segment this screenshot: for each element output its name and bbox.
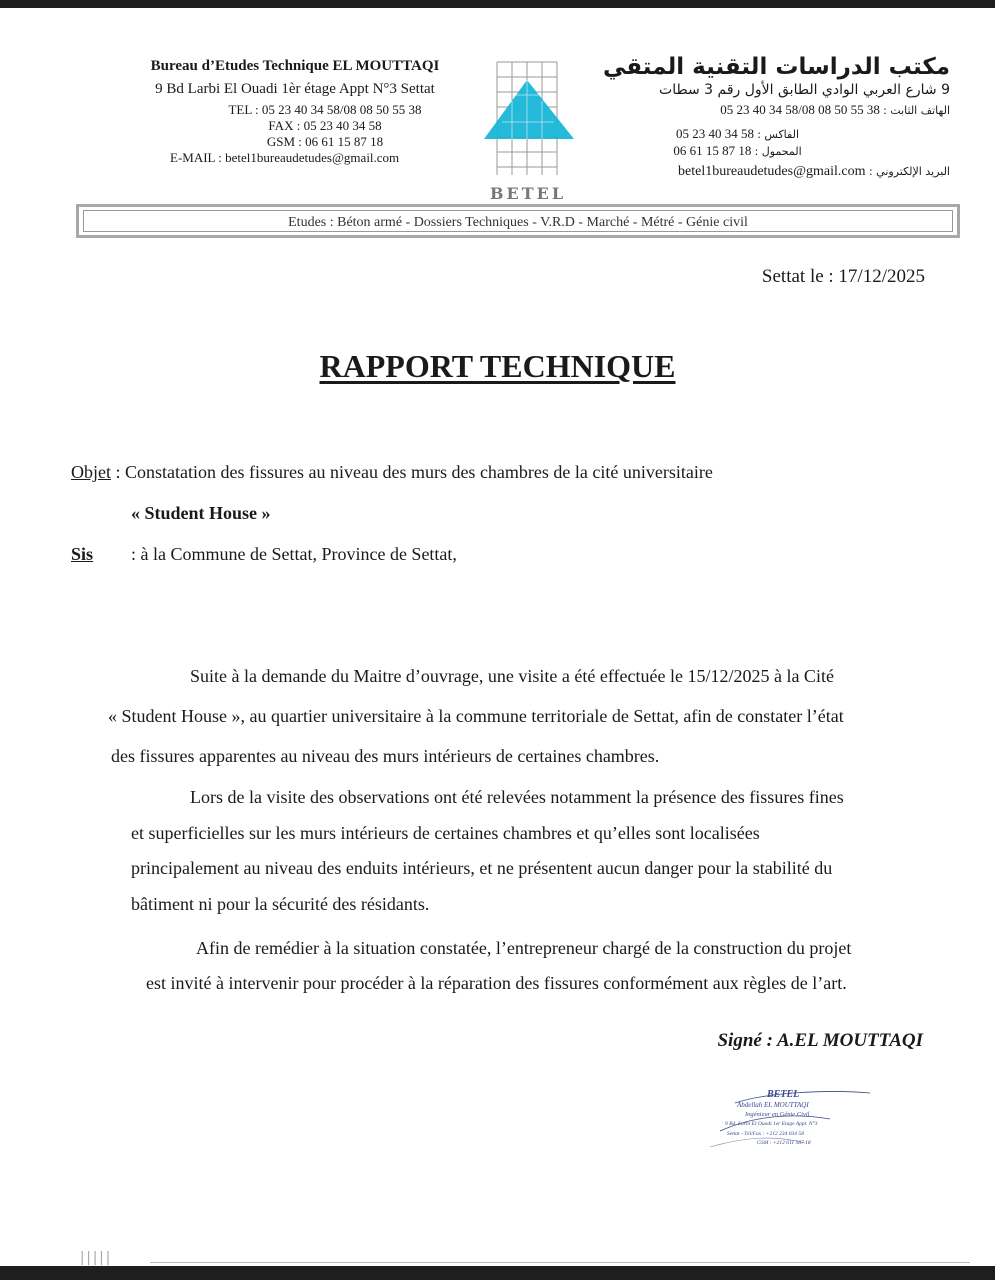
- stamp-name: Abdellah EL MOUTTAQI: [737, 1101, 809, 1109]
- body-line: Suite à la demande du Maitre d’ouvrage, une visite a été effectuée le 15/12/2025 à la Cité: [190, 666, 834, 686]
- tel-fr: TEL : 05 23 40 34 58/08 08 50 55 38: [228, 102, 422, 117]
- body-line: et superficielles sur les murs intérieurs de certaines chambres et qu’elles sont localisées: [131, 823, 760, 843]
- gsm-fr: GSM : 06 61 15 87 18: [266, 134, 384, 149]
- header-french: [100, 58, 490, 166]
- header-arabic: [555, 54, 950, 180]
- stamp-tel: Settat - Tél/Fax : +212 234 034 58: [727, 1131, 804, 1137]
- gsm-value-ar: 06 61 15 87 18: [673, 143, 752, 158]
- objet-site-name: « Student House »: [131, 503, 271, 523]
- tel-value-ar: 05 23 40 34 58/08 08 50 55 38: [720, 102, 880, 117]
- bottom-rule: [150, 1262, 970, 1263]
- stamp-address: 9 Bd. Larbi El Ouadi 1er Etage Appt. N°3: [725, 1121, 818, 1127]
- objet-text: : Constatation des fissures au niveau des murs des chambres de la cité universitaire: [111, 462, 713, 482]
- scan-artifact: |||||: [78, 1250, 111, 1266]
- objet-line: [71, 462, 713, 483]
- gsm-ar: [555, 143, 920, 160]
- address-fr: 9 Bd Larbi El Ouadi 1èr étage Appt N°3 Settat: [155, 81, 435, 97]
- body-line: principalement au niveau des enduits intérieurs, et ne présentent aucun danger pour la stabilité du: [131, 858, 833, 878]
- company-name-fr: Bureau d’Etudes Technique EL MOUTTAQI: [150, 58, 440, 74]
- body-line: bâtiment ni pour la sécurité des résidants.: [131, 894, 430, 914]
- email-ar: [555, 164, 950, 180]
- top-edge: [0, 0, 995, 8]
- signature-line: Signé : A.EL MOUTTAQI: [717, 1030, 923, 1051]
- fax-value-ar: 05 23 40 34 58: [675, 126, 754, 141]
- sis-text: : à la Commune de Settat, Province de Settat,: [131, 544, 457, 564]
- tel-ar: [555, 102, 950, 118]
- objet-label: Objet: [71, 462, 111, 482]
- gsm-label-ar: المحمول :: [754, 145, 802, 158]
- email-label-ar: البريد الإلكتروني :: [868, 165, 950, 178]
- logo-name: BETEL: [490, 184, 567, 203]
- body-line: est invité à intervenir pour procéder à la réparation des fissures conformément aux règles de l’art.: [146, 973, 847, 993]
- body-line: Afin de remédier à la situation constatée, l’entrepreneur chargé de la construction du projet: [196, 938, 852, 958]
- fax-label-ar: الفاكس :: [757, 128, 800, 141]
- report-date: Settat le : 17/12/2025: [761, 266, 925, 287]
- address-ar: 9 شارع العربي الوادي الطابق الأول رقم 3 سطات: [659, 82, 950, 98]
- body-line: des fissures apparentes au niveau des murs intérieurs de certaines chambres.: [111, 746, 660, 766]
- sis-label: Sis: [71, 544, 94, 564]
- company-stamp: [705, 1085, 885, 1160]
- company-name-ar: مكتب الدراسات التقنية المتقي: [602, 54, 950, 80]
- fax-ar: [555, 126, 920, 143]
- stamp-brand: BETEL: [767, 1089, 800, 1100]
- fax-fr: FAX : 05 23 40 34 58: [268, 118, 382, 133]
- activities-band: [76, 204, 960, 238]
- activities-text: Etudes : Béton armé - Dossiers Techniques - V.R.D - Marché - Métré - Génie civil: [83, 210, 953, 232]
- bottom-edge: [0, 1266, 995, 1280]
- stamp-role: Ingénieur en Génie Civil: [745, 1111, 810, 1118]
- stamp-gsm: GSM : +212 611 587 18: [757, 1140, 811, 1146]
- email-fr: E-MAIL : betel1bureaudetudes@gmail.com: [170, 150, 400, 165]
- body-line: Lors de la visite des observations ont été relevées notamment la présence des fissures fines: [190, 787, 844, 807]
- report-title: RAPPORT TECHNIQUE: [319, 348, 676, 384]
- tel-label-ar: الهاتف الثابت :: [883, 104, 950, 117]
- sis-line: [71, 544, 457, 565]
- body-line: « Student House », au quartier universitaire à la commune territoriale de Settat, afin de constater l’état: [108, 706, 844, 726]
- email-value-ar: betel1bureaudetudes@gmail.com: [678, 164, 866, 179]
